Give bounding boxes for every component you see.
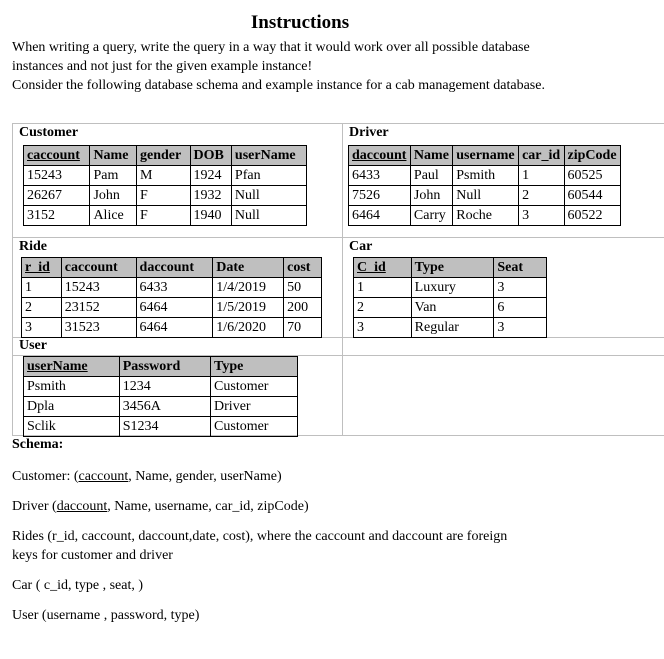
table-cell: 31523 — [61, 318, 136, 338]
schema-driver — [12, 497, 309, 516]
table-cell: Null — [231, 186, 306, 206]
intro-line-3: Consider the following database schema and example instance for a cab management database. — [12, 78, 545, 93]
table-cell: 1932 — [190, 186, 231, 206]
table-cell: 6464 — [349, 206, 411, 226]
schema-customer-pre: Customer: ( — [12, 469, 79, 484]
schema-driver-key: daccount — [56, 499, 108, 514]
table-cell: 60544 — [564, 186, 620, 206]
customer-table — [23, 145, 307, 226]
table-cell: 3152 — [24, 206, 90, 226]
table-cell: Customer — [211, 417, 298, 437]
schema-rides-line-2: keys for customer and driver — [12, 548, 173, 563]
table-cell: 7526 — [349, 186, 411, 206]
table-cell: Van — [411, 298, 494, 318]
car-table — [353, 257, 547, 338]
table-cell: Carry — [410, 206, 452, 226]
ride-table — [21, 257, 322, 338]
table-cell: Psmith — [453, 166, 519, 186]
table-cell: 1 — [354, 278, 412, 298]
table-cell: 60522 — [564, 206, 620, 226]
page-title: Instructions — [250, 12, 350, 33]
customer-label: Customer — [19, 125, 79, 140]
ride-col-date: Date — [213, 258, 284, 278]
table-cell: 1940 — [190, 206, 231, 226]
table-cell: 6433 — [136, 278, 213, 298]
table-cell: F — [137, 186, 190, 206]
table-cell: 3 — [494, 278, 547, 298]
table-cell: M — [137, 166, 190, 186]
table-cell: Sclik — [24, 417, 120, 437]
table-cell: 3456A — [119, 397, 210, 417]
user-table — [23, 356, 298, 437]
schema-driver-post: , Name, username, car_id, zipCode) — [107, 499, 309, 514]
schema-customer — [12, 467, 282, 486]
car-col-c-id: C_id — [354, 258, 412, 278]
intro-line-1: When writing a query, write the query in a way that it would work over all possible database — [12, 40, 530, 55]
user-col-password: Password — [119, 357, 210, 377]
table-cell: Customer — [211, 377, 298, 397]
car-header-row — [354, 258, 547, 278]
customer-col-username: userName — [231, 146, 306, 166]
customer-col-gender: gender — [137, 146, 190, 166]
user-label: User — [19, 338, 47, 353]
car-label: Car — [349, 239, 373, 254]
customer-col-name: Name — [90, 146, 137, 166]
driver-label: Driver — [349, 125, 389, 140]
table-cell: 3 — [354, 318, 412, 338]
table-cell: Dpla — [24, 397, 120, 417]
user-col-type: Type — [211, 357, 298, 377]
table-cell: Luxury — [411, 278, 494, 298]
table-cell: Regular — [411, 318, 494, 338]
table-row — [24, 377, 298, 397]
table-row — [349, 166, 621, 186]
driver-header-row — [349, 146, 621, 166]
table-cell: 6 — [494, 298, 547, 318]
layout-line — [342, 123, 343, 436]
table-row — [24, 206, 307, 226]
ride-col-daccount: daccount — [136, 258, 213, 278]
table-row — [349, 206, 621, 226]
table-cell: 60525 — [564, 166, 620, 186]
table-row — [22, 298, 322, 318]
table-cell: Pfan — [231, 166, 306, 186]
table-cell: 200 — [284, 298, 322, 318]
schema-customer-key: caccount — [78, 469, 129, 484]
user-col-username: userName — [24, 357, 120, 377]
ride-header-row — [22, 258, 322, 278]
schema-customer-post: , Name, gender, userName) — [128, 469, 282, 484]
table-cell: Paul — [410, 166, 452, 186]
table-cell: 15243 — [24, 166, 90, 186]
table-cell: Pam — [90, 166, 137, 186]
table-row — [354, 278, 547, 298]
table-cell: 3 — [22, 318, 62, 338]
table-cell: 1 — [22, 278, 62, 298]
table-cell: 6433 — [349, 166, 411, 186]
table-cell: 1/6/2020 — [213, 318, 284, 338]
table-cell: 1/5/2019 — [213, 298, 284, 318]
driver-col-name: Name — [410, 146, 452, 166]
table-cell: Driver — [211, 397, 298, 417]
table-cell: 2 — [354, 298, 412, 318]
layout-line — [12, 237, 664, 238]
table-cell: Null — [453, 186, 519, 206]
table-cell: 3 — [494, 318, 547, 338]
car-col-seat: Seat — [494, 258, 547, 278]
table-cell: 3 — [519, 206, 564, 226]
table-cell: 2 — [519, 186, 564, 206]
table-row — [22, 318, 322, 338]
schema-user: User (username , password, type) — [12, 608, 200, 623]
table-cell: Null — [231, 206, 306, 226]
table-row — [24, 417, 298, 437]
table-cell: 1 — [519, 166, 564, 186]
ride-col-r-id: r_id — [22, 258, 62, 278]
table-row — [349, 186, 621, 206]
table-cell: F — [137, 206, 190, 226]
table-row — [24, 186, 307, 206]
schema-car: Car ( c_id, type , seat, ) — [12, 578, 144, 593]
driver-col-car-id: car_id — [519, 146, 564, 166]
driver-col-zipcode: zipCode — [564, 146, 620, 166]
driver-table — [348, 145, 621, 226]
table-cell: 1234 — [119, 377, 210, 397]
table-row — [24, 397, 298, 417]
table-cell: 50 — [284, 278, 322, 298]
customer-col-dob: DOB — [190, 146, 231, 166]
schema-title: Schema: — [12, 437, 64, 452]
table-cell: Alice — [90, 206, 137, 226]
table-row — [354, 298, 547, 318]
layout-line — [12, 123, 13, 436]
driver-col-daccount: daccount — [349, 146, 411, 166]
car-col-type: Type — [411, 258, 494, 278]
table-row — [354, 318, 547, 338]
ride-label: Ride — [19, 239, 47, 254]
customer-header-row — [24, 146, 307, 166]
table-cell: 2 — [22, 298, 62, 318]
table-cell: 1/4/2019 — [213, 278, 284, 298]
table-cell: 15243 — [61, 278, 136, 298]
table-cell: 70 — [284, 318, 322, 338]
ride-col-caccount: caccount — [61, 258, 136, 278]
table-cell: 26267 — [24, 186, 90, 206]
table-cell: 6464 — [136, 318, 213, 338]
table-row — [24, 166, 307, 186]
table-cell: 23152 — [61, 298, 136, 318]
table-cell: 6464 — [136, 298, 213, 318]
table-cell: Psmith — [24, 377, 120, 397]
table-row — [22, 278, 322, 298]
intro-line-2: instances and not just for the given example instance! — [12, 59, 313, 74]
schema-rides-line-1: Rides (r_id, caccount, daccount,date, cost), where the caccount and daccount are foreign — [12, 529, 508, 544]
table-cell: John — [410, 186, 452, 206]
schema-driver-pre: Driver ( — [12, 499, 57, 514]
driver-col-username: username — [453, 146, 519, 166]
ride-col-cost: cost — [284, 258, 322, 278]
table-cell: 1924 — [190, 166, 231, 186]
layout-line — [12, 123, 664, 124]
customer-col-caccount: caccount — [24, 146, 90, 166]
user-header-row — [24, 357, 298, 377]
table-cell: S1234 — [119, 417, 210, 437]
table-cell: Roche — [453, 206, 519, 226]
table-cell: John — [90, 186, 137, 206]
